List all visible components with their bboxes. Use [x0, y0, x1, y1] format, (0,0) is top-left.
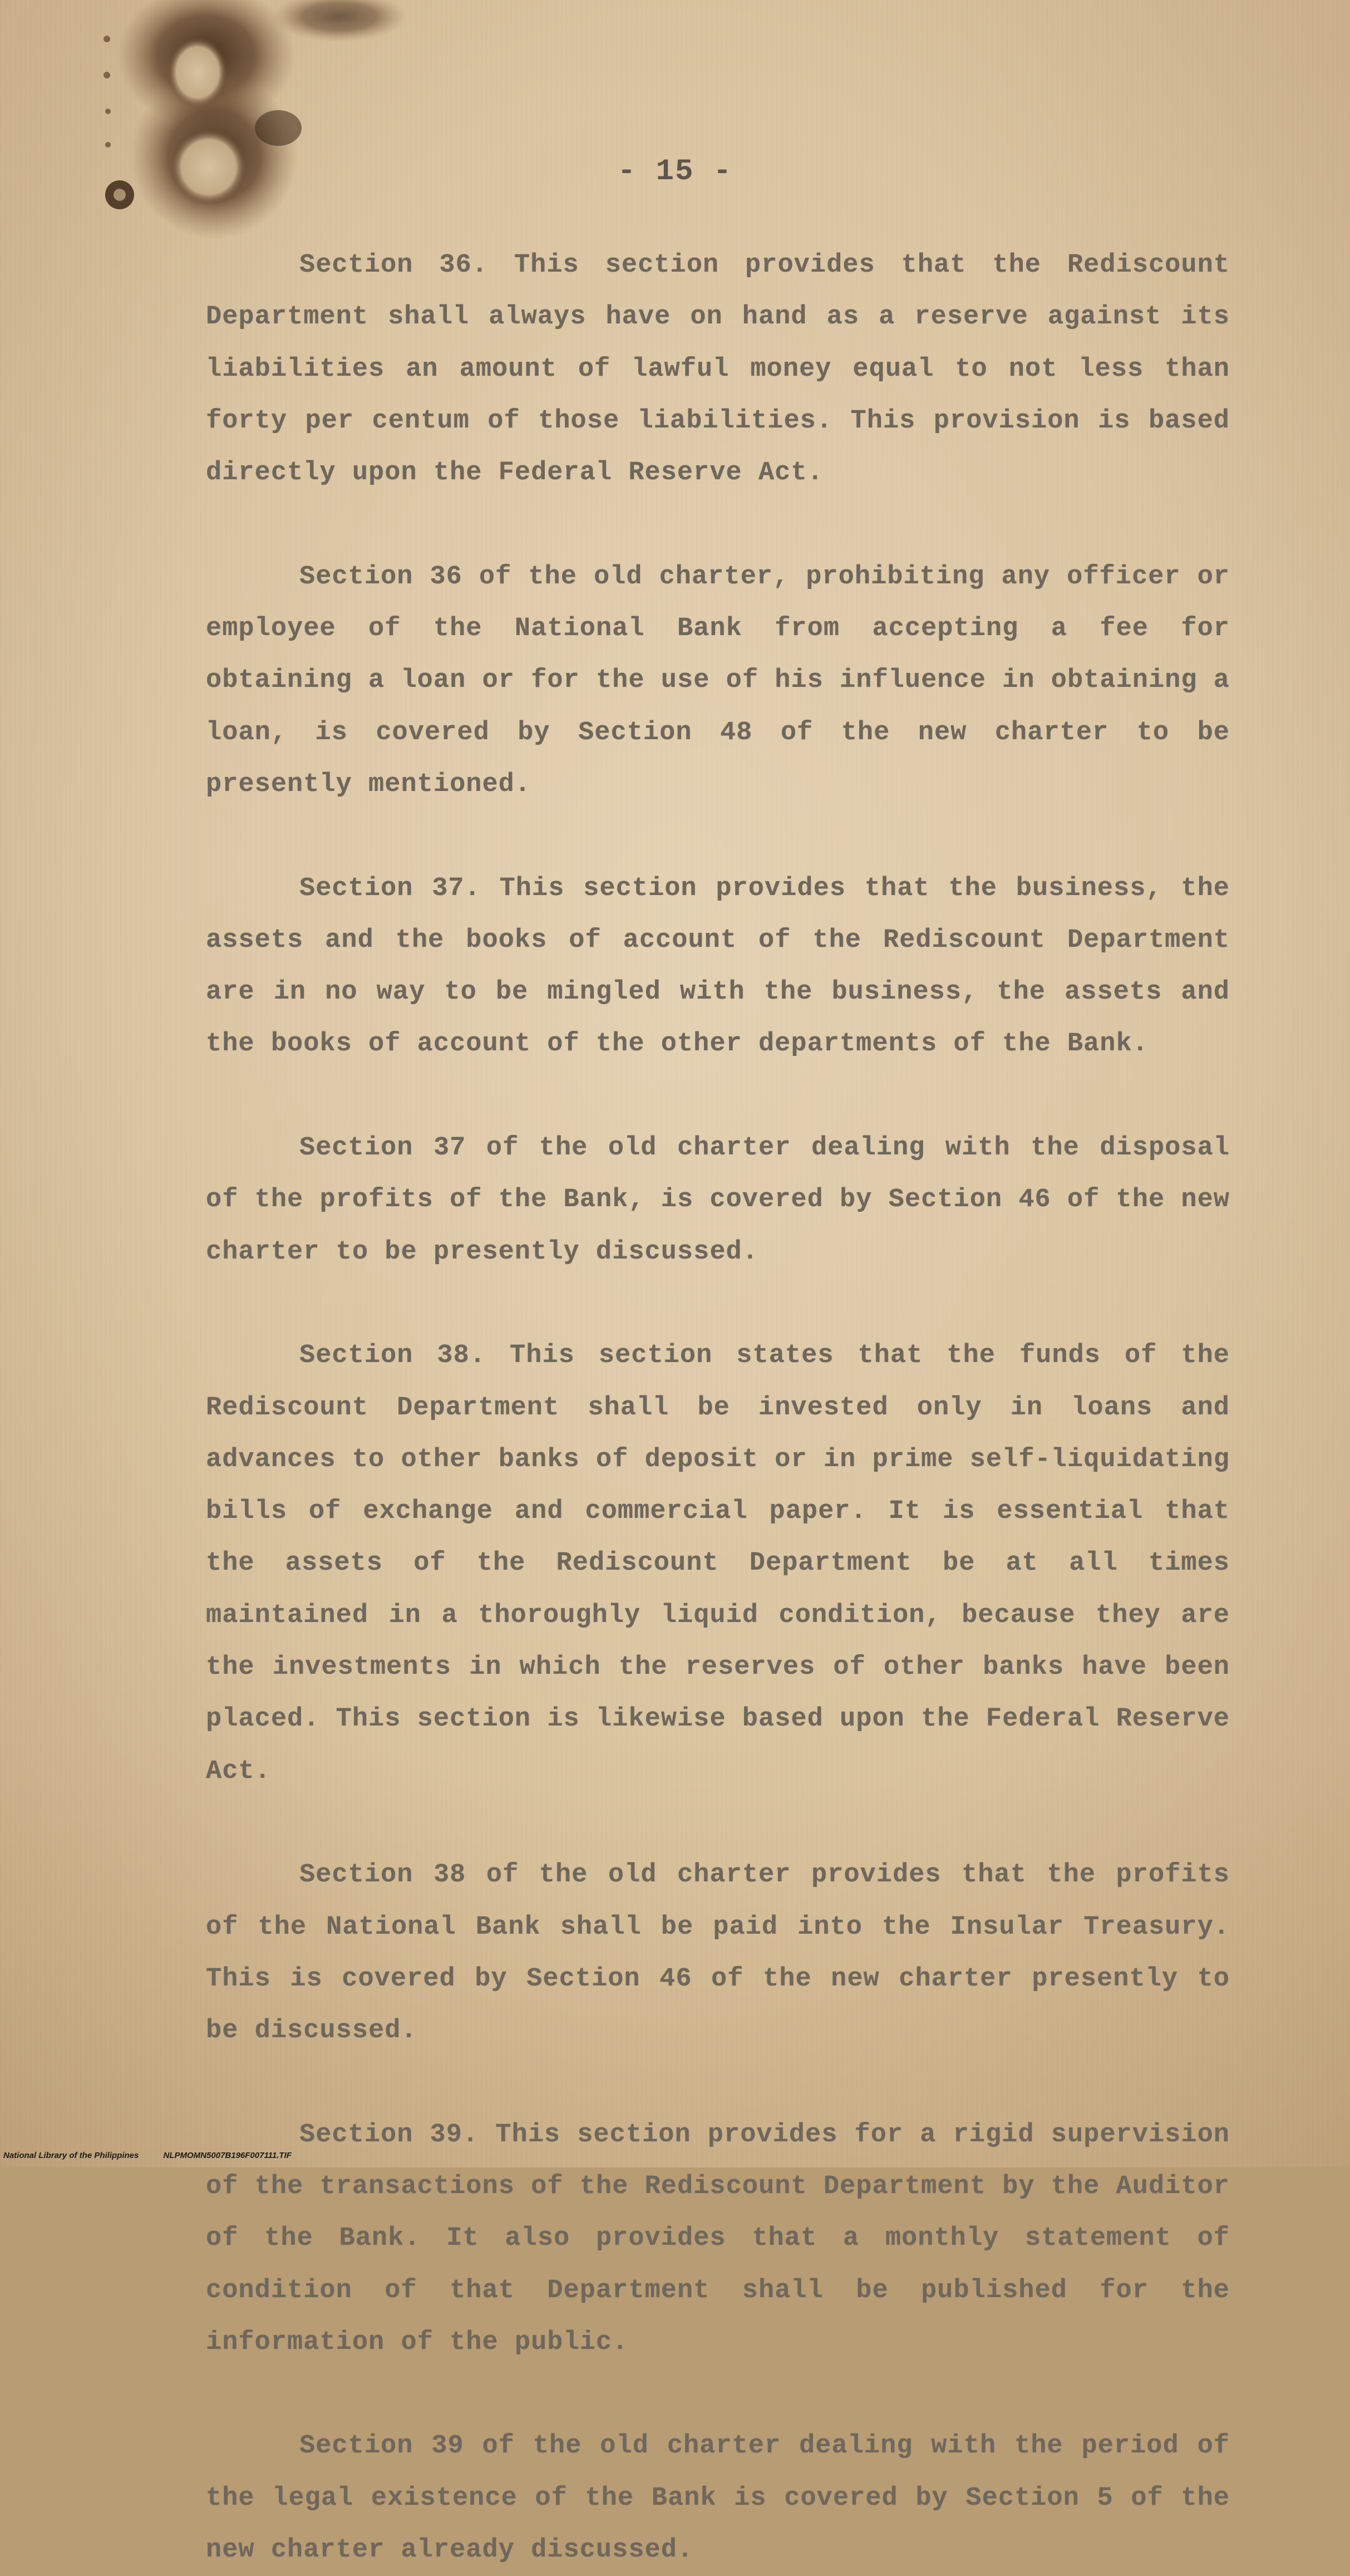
paragraph-old-section-38: Section 38 of the old charter provides that the profits of the National Bank shall be paid into the Insular Treasury. This is covered by Section 46 of the new charter presently to be discussed.	[206, 1860, 1230, 2046]
paragraph-section-37: Section 37. This section provides that the business, the assets and the books of account of the Rediscount Department are in no way to be mingled with the business, the assets and the books of account of the other departments of the Bank.	[206, 873, 1230, 1059]
paragraph-section-39: Section 39. This section provides for a rigid supervision of the transactions of the Rediscount Department by the Auditor of the Bank. It also provides that a monthly statement of condition of that Department shall be published for the information of the public.	[206, 2120, 1230, 2357]
document-body	[206, 239, 1230, 2576]
paragraph-old-section-36: Section 36 of the old charter, prohibiting any officer or employee of the National Bank from accepting a fee for obtaining a loan or for the use of his influence in obtaining a loan, is covered by Section 48 of the new charter to be presently mentioned.	[206, 562, 1230, 799]
archive-footer	[0, 2151, 1350, 2167]
paragraph-old-section-37: Section 37 of the old charter dealing with the disposal of the profits of the Bank, is covered by Section 46 of the new charter to be presently discussed.	[206, 1133, 1230, 1267]
footer-file-id: NLPMOMN5007B196F007111.TIF	[163, 2151, 292, 2160]
page-number: - 15 -	[617, 155, 733, 189]
punch-holes-mark	[95, 17, 161, 228]
footer-library-name: National Library of the Philippines	[3, 2151, 139, 2160]
paragraph-section-36: Section 36. This section provides that the Rediscount Department shall always have on hand as a reserve against its liabilities an amount of lawful money equal to not less than forty per centum of those liabilities. This provision is based directly upon the Federal Reserve Act.	[206, 250, 1230, 488]
paragraph-old-section-39: Section 39 of the old charter dealing with the period of the legal existence of the Bank is covered by Section 5 of the new charter already discussed.	[206, 2431, 1230, 2565]
paragraph-section-38: Section 38. This section states that the funds of the Rediscount Department shall be invested only in loans and advances to other banks of deposit or in prime self-liquidating bills of exchange and commercial paper. It is essential that the assets of the Rediscount Department be at all times maintained in a thoroughly liquid condition, because they are the investments in which the reserves of other banks have been placed. This section is likewise based upon the Federal Reserve Act.	[206, 1341, 1230, 1786]
